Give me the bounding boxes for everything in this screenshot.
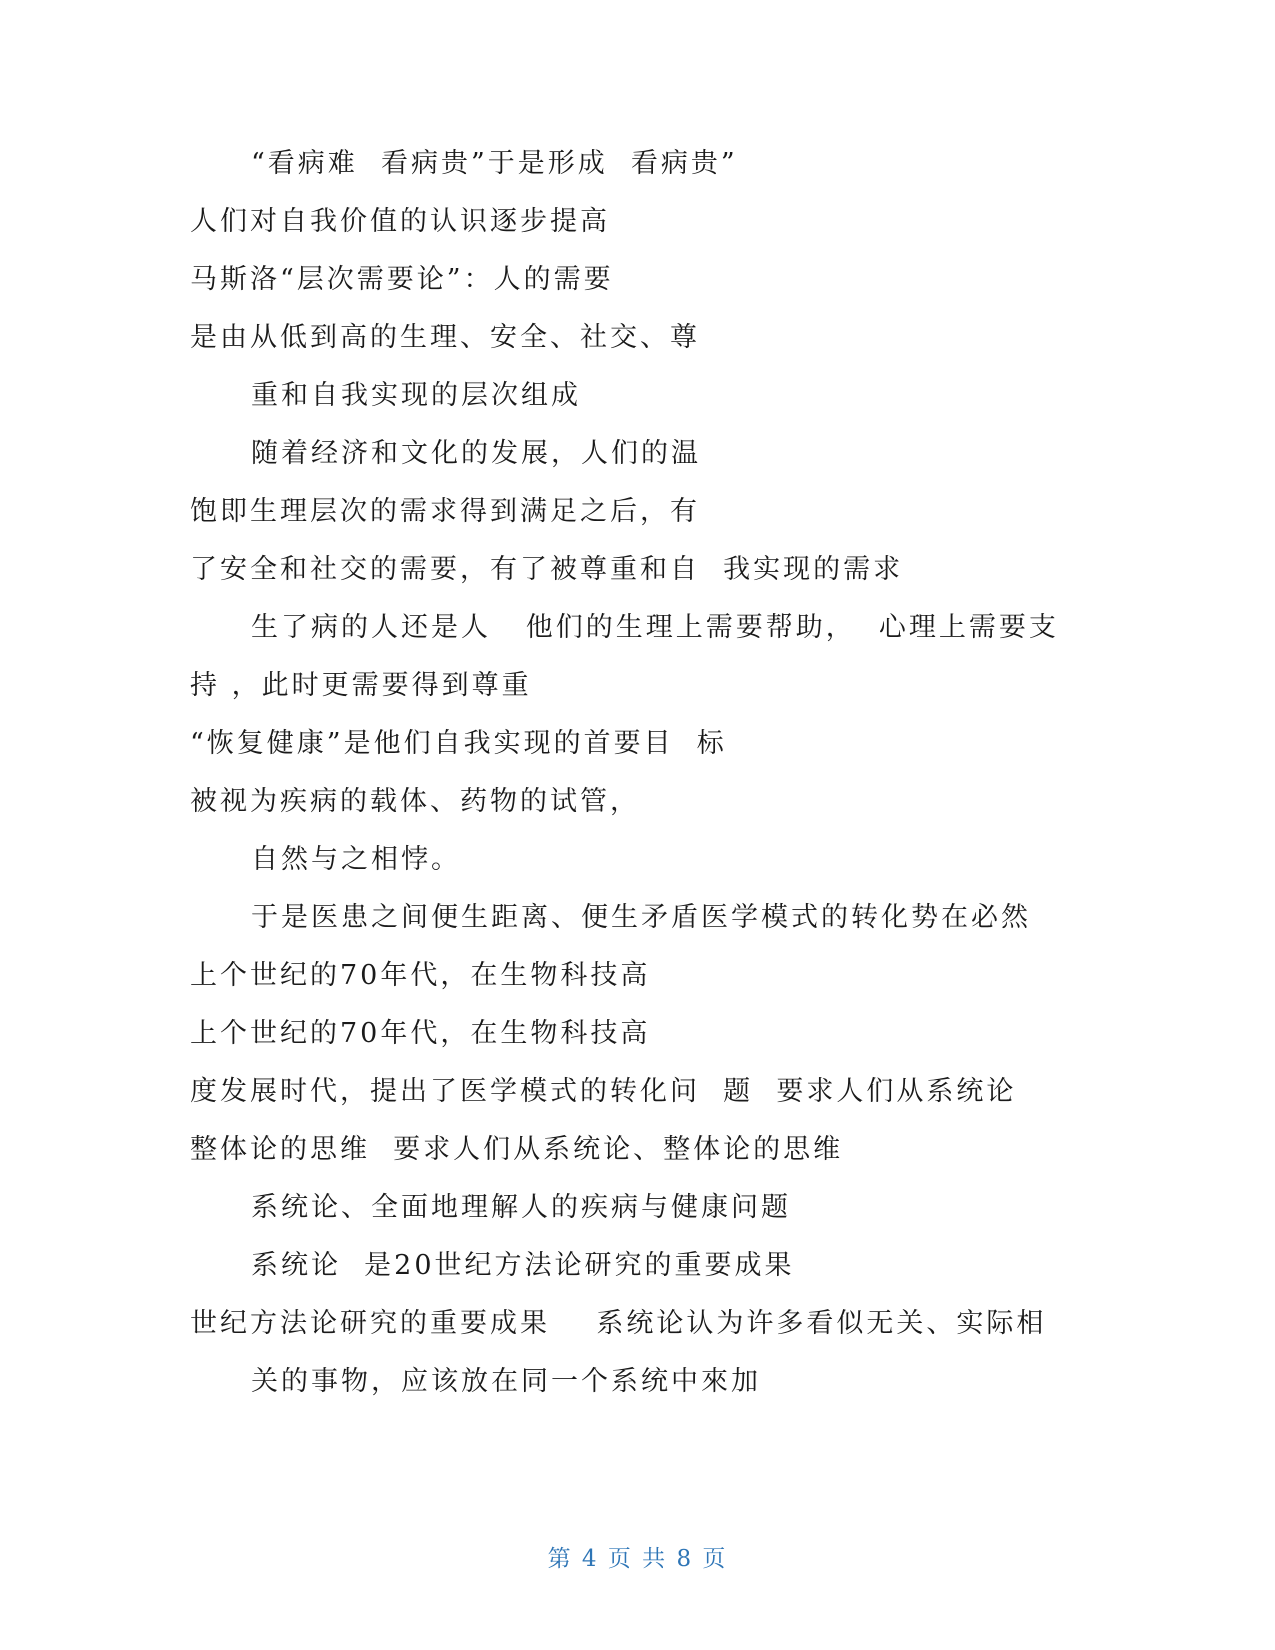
text-line: 系统论、全面地理解人的疾病与健康问题 [251, 1192, 791, 1223]
text-line: 关的事物，应该放在同一个系统中來加 [251, 1366, 761, 1397]
text-line: “恢复健康”是他们自我实现的首要目 标 [190, 728, 727, 759]
text-line: 上个世纪的70年代，在生物科技高 [190, 1018, 651, 1049]
text-line: 随着经济和文化的发展，人们的温 [251, 438, 701, 469]
text-line: 了安全和社交的需要，有了被尊重和自 我实现的需求 [190, 554, 904, 585]
page-number-footer: 第 4 页 共 8 页 [547, 1546, 728, 1572]
text-line: 是由从低到高的生理、安全、社交、尊 [190, 322, 700, 353]
text-line: 马斯洛“层次需要论”：人的需要 [190, 264, 614, 295]
text-line: 整体论的思维 要求人们从系统论、整体论的思维 [190, 1134, 844, 1165]
text-line: 系统论 是20世纪方法论研究的重要成果 [251, 1250, 795, 1281]
text-line: “看病难 看病贵”于是形成 看病贵” [251, 148, 738, 179]
text-line: 自然与之相悖。 [251, 844, 461, 875]
text-line: 持 ，此时更需要得到尊重 [190, 670, 532, 701]
text-line: 世纪方法论研究的重要成果 系统论认为许多看似无关、实际相 [190, 1308, 1047, 1339]
text-line: 上个世纪的70年代，在生物科技高 [190, 960, 651, 991]
text-line: 被视为疾病的载体、药物的试管， [190, 786, 640, 817]
text-line: 人们对自我价值的认识逐步提高 [190, 206, 610, 237]
text-line: 度发展时代，提出了医学模式的转化问 题 要求人们从系统论 [190, 1076, 1017, 1107]
text-line: 于是医患之间便生距离、便生矛盾医学模式的转化势在必然 [251, 902, 1031, 933]
text-line: 饱即生理层次的需求得到满足之后，有 [190, 496, 700, 527]
text-line: 生了病的人还是人 他们的生理上需要帮助， 心理上需要支 [251, 612, 1059, 643]
text-line: 重和自我实现的层次组成 [251, 380, 581, 411]
